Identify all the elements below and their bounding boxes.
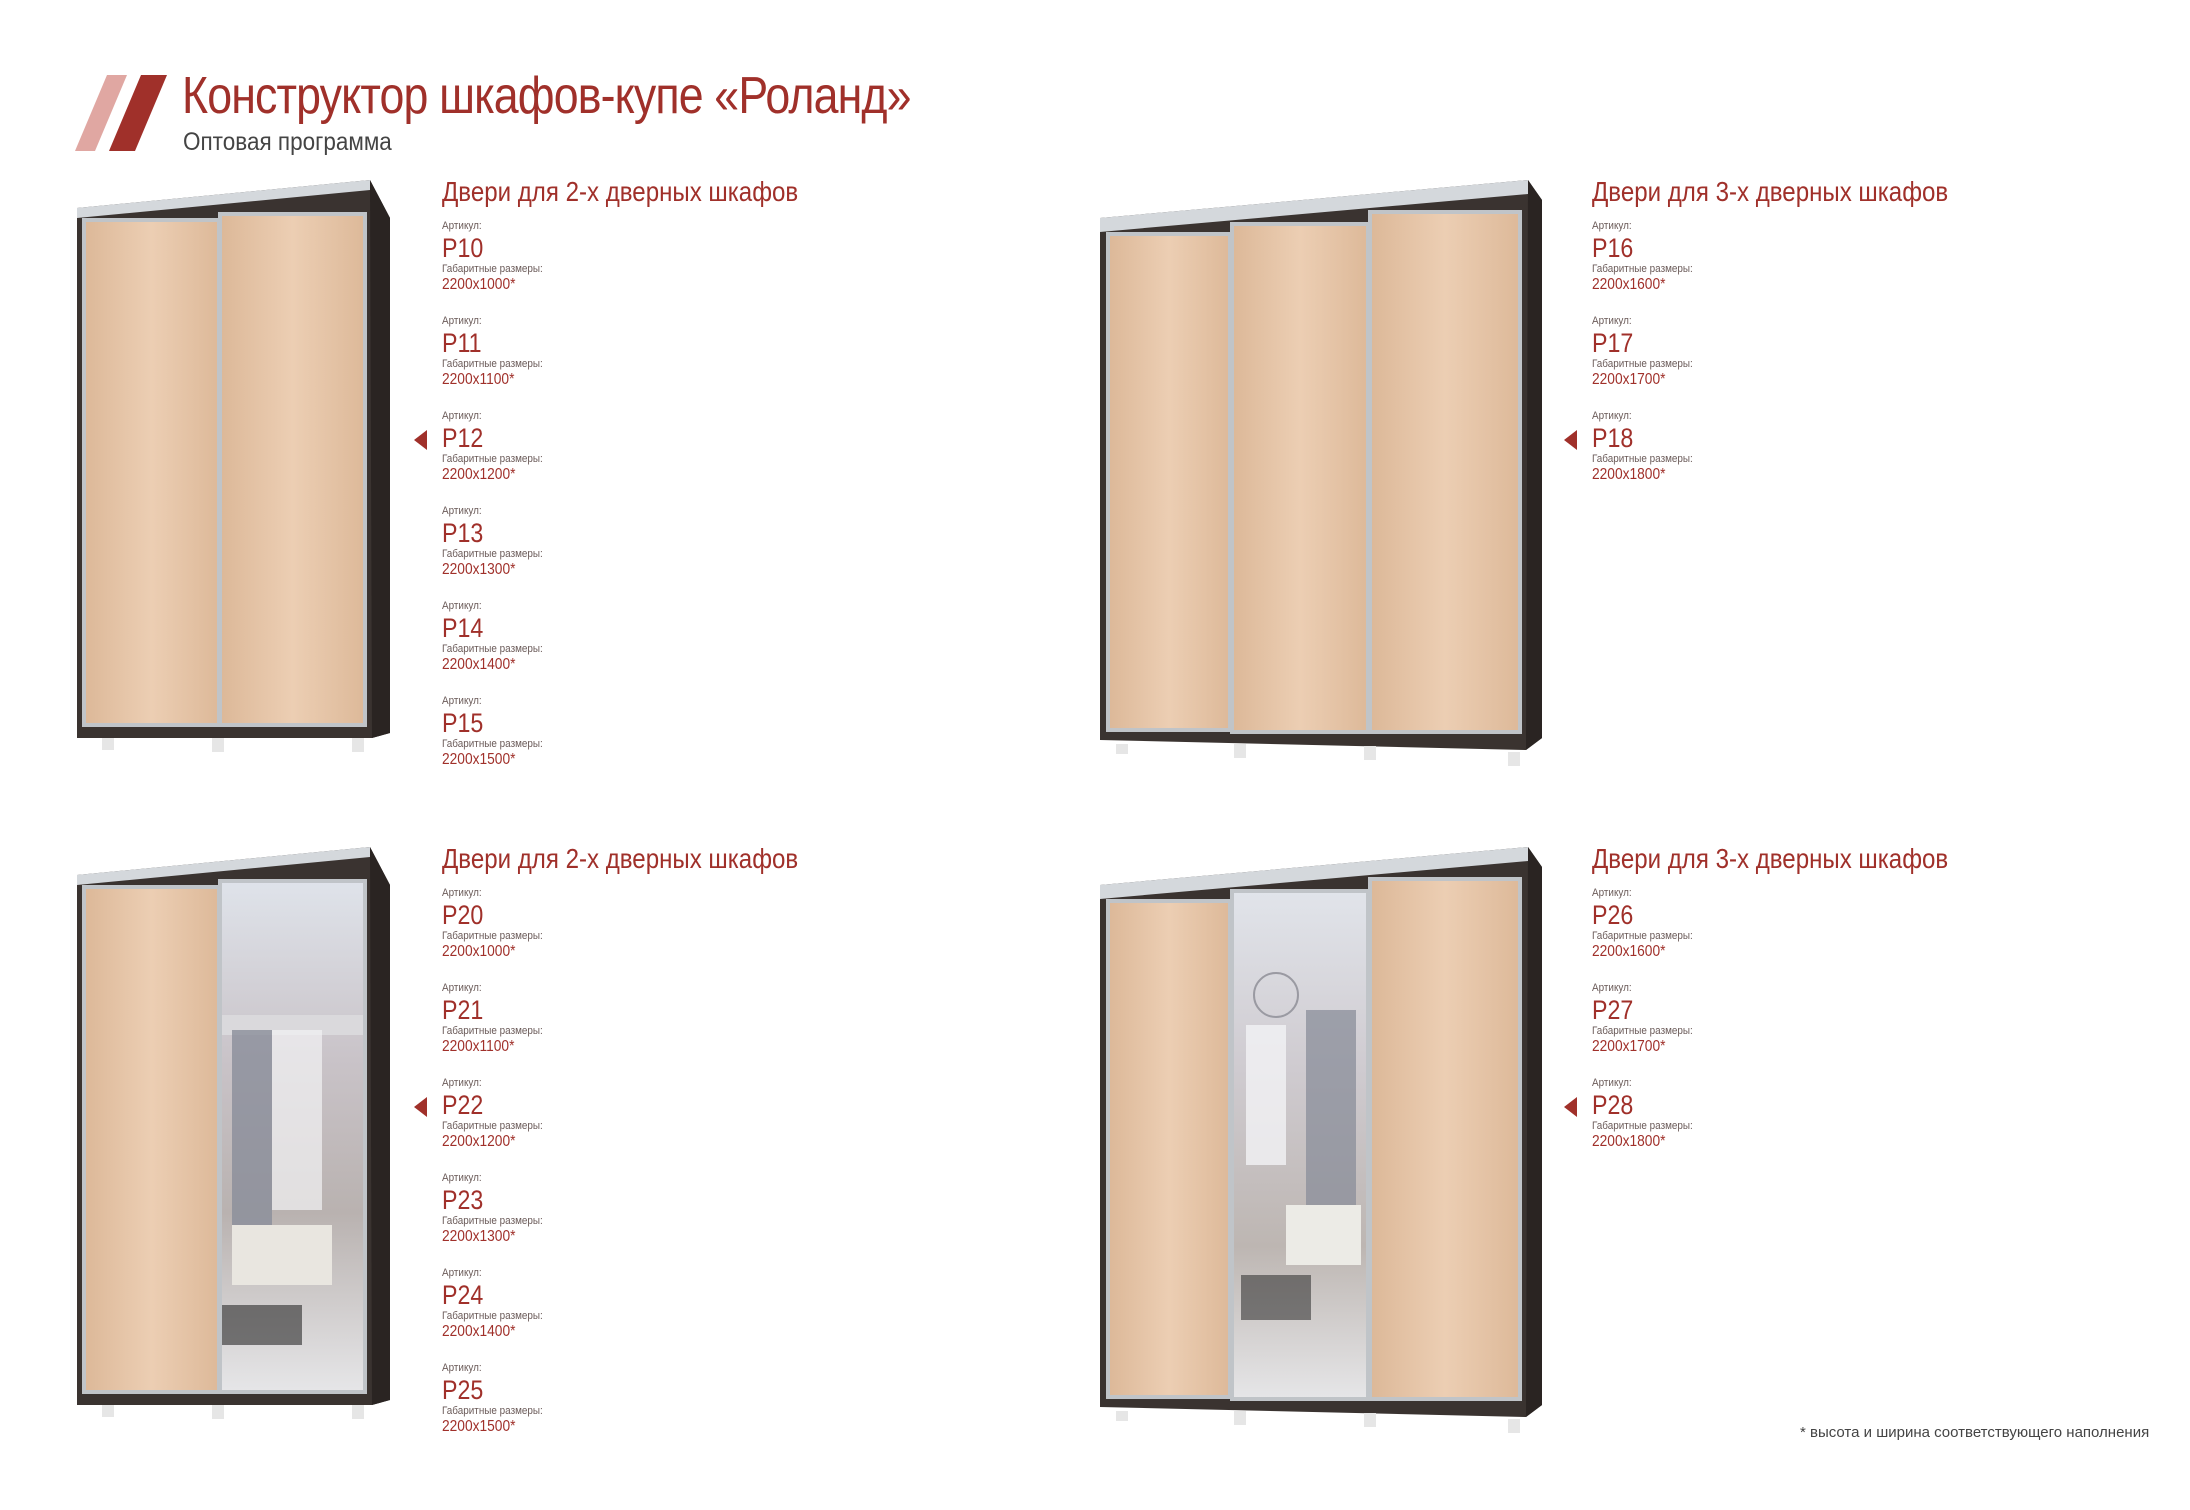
product-item: Артикул: P20 Габаритные размеры: 2200x1000* xyxy=(442,887,642,982)
product-size: 2200x1400* xyxy=(442,656,516,673)
page-subtitle: Оптовая программа xyxy=(183,128,392,156)
product-item: Артикул: P14 Габаритные размеры: 2200x1400* xyxy=(442,600,642,695)
product-item: Артикул: P16 Габаритные размеры: 2200x1600* xyxy=(1592,220,1792,315)
product-code: P23 xyxy=(442,1185,484,1215)
product-code: P18 xyxy=(1592,423,1634,453)
product-size: 2200x1700* xyxy=(1592,1038,1666,1055)
product-code: P26 xyxy=(1592,900,1634,930)
product-item: Артикул: P27 Габаритные размеры: 2200x1700* xyxy=(1592,982,1792,1077)
product-code: P13 xyxy=(442,518,484,548)
product-item: Артикул: P11 Габаритные размеры: 2200x1100* xyxy=(442,315,642,410)
selector-arrow-icon xyxy=(414,1097,427,1117)
product-code: P11 xyxy=(442,328,482,358)
section-heading: Двери для 3-х дверных шкафов xyxy=(1592,176,1949,207)
product-item: Артикул: P24 Габаритные размеры: 2200x1400* xyxy=(442,1267,642,1362)
product-item: Артикул: P28 Габаритные размеры: 2200x1800* xyxy=(1592,1077,1792,1172)
brand-stripes-logo xyxy=(75,75,175,151)
product-code: P12 xyxy=(442,423,484,453)
product-item: Артикул: P25 Габаритные размеры: 2200x1500* xyxy=(442,1362,642,1457)
product-code: P16 xyxy=(1592,233,1634,263)
product-size: 2200x1200* xyxy=(442,466,516,483)
product-item: Артикул: P10 Габаритные размеры: 2200x1000* xyxy=(442,220,642,315)
product-item: Артикул: P23 Габаритные размеры: 2200x1300* xyxy=(442,1172,642,1267)
page-title: Конструктор шкафов-купе «Роланд» xyxy=(182,67,911,125)
product-size: 2200x1700* xyxy=(1592,371,1666,388)
product-code: P14 xyxy=(442,613,484,643)
product-item: Артикул: P13 Габаритные размеры: 2200x1300* xyxy=(442,505,642,600)
product-code: P24 xyxy=(442,1280,484,1310)
product-item: Артикул: P18 Габаритные размеры: 2200x1800* xyxy=(1592,410,1792,505)
product-item: Артикул: P12 Габаритные размеры: 2200x1200* xyxy=(442,410,642,505)
product-code: P28 xyxy=(1592,1090,1634,1120)
product-code: P27 xyxy=(1592,995,1634,1025)
product-code: P21 xyxy=(442,995,484,1025)
product-size: 2200x1000* xyxy=(442,276,516,293)
product-item: Артикул: P15 Габаритные размеры: 2200x1500* xyxy=(442,695,642,790)
product-size: 2200x1100* xyxy=(442,1038,515,1055)
selector-arrow-icon xyxy=(414,430,427,450)
product-item: Артикул: P22 Габаритные размеры: 2200x1200* xyxy=(442,1077,642,1172)
selector-arrow-icon xyxy=(1564,430,1577,450)
section-heading: Двери для 2-х дверных шкафов xyxy=(442,843,799,874)
product-size: 2200x1100* xyxy=(442,371,515,388)
product-size: 2200x1800* xyxy=(1592,466,1666,483)
wardrobe-2door-mirror-image xyxy=(72,845,392,1425)
product-item: Артикул: P21 Габаритные размеры: 2200x1100* xyxy=(442,982,642,1077)
selector-arrow-icon xyxy=(1564,1097,1577,1117)
footnote: * высота и ширина соответствующего наполнения xyxy=(1800,1424,2150,1441)
product-size: 2200x1800* xyxy=(1592,1133,1666,1150)
product-code: P10 xyxy=(442,233,484,263)
product-item: Артикул: P17 Габаритные размеры: 2200x1700* xyxy=(1592,315,1792,410)
product-size: 2200x1500* xyxy=(442,1418,516,1435)
product-size: 2200x1500* xyxy=(442,751,516,768)
product-size: 2200x1000* xyxy=(442,943,516,960)
wardrobe-2door-wood-image xyxy=(72,178,392,758)
product-size: 2200x1300* xyxy=(442,1228,516,1245)
product-item: Артикул: P26 Габаритные размеры: 2200x1600* xyxy=(1592,887,1792,982)
product-code: P22 xyxy=(442,1090,484,1120)
product-code: P17 xyxy=(1592,328,1634,358)
product-size: 2200x1600* xyxy=(1592,943,1666,960)
product-size: 2200x1400* xyxy=(442,1323,516,1340)
product-size: 2200x1200* xyxy=(442,1133,516,1150)
product-code: P20 xyxy=(442,900,484,930)
section-heading: Двери для 2-х дверных шкафов xyxy=(442,176,799,207)
product-size: 2200x1300* xyxy=(442,561,516,578)
product-size: 2200x1600* xyxy=(1592,276,1666,293)
wardrobe-3door-mirror-image xyxy=(1096,845,1546,1445)
wardrobe-3door-wood-image xyxy=(1096,178,1546,778)
section-heading: Двери для 3-х дверных шкафов xyxy=(1592,843,1949,874)
product-code: P25 xyxy=(442,1375,484,1405)
product-code: P15 xyxy=(442,708,484,738)
